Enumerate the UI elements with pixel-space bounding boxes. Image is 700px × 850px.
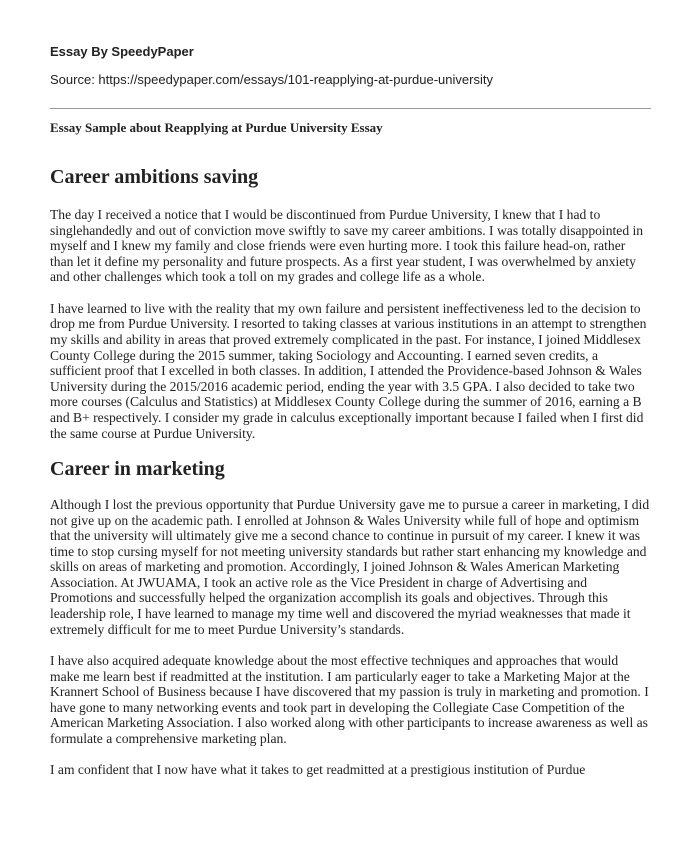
paragraph: I have also acquired adequate knowledge about the most effective techniques and approaches that would make me learn best if readmitted at the institution. I am particularly eager to take a Marketing Major at the Krannert School of Business because I have discovered that my passion is truly in marketing and promotion. I have gone to many networking events and took part in developing the Collegiate Case Competition of the American Marketing Association. I also worked along with other participants to increase awareness as well as formulate a comprehensive marketing plan.: [50, 653, 649, 747]
section-heading-career-ambitions: Career ambitions saving: [50, 166, 259, 188]
paragraph: The day I received a notice that I would be discontinued from Purdue University, I knew that I had to singlehandedly and out of conviction move swiftly to save my career ambitions. I was totally disappointed in myself and I knew my family and close friends were even hurting more. I took this failure head-on, rather than let it define my personality and future prospects. As a first year student, I was overwhelmed by anxiety and other challenges which took a toll on my grades and college life as a whole.: [50, 207, 644, 285]
brand-title: Essay By SpeedyPaper: [50, 44, 194, 59]
paragraph: I have learned to live with the reality that my own failure and persistent ineffectiveness led to the decision to drop me from Purdue University. I resorted to taking classes at various institutions in an attempt to strengthen my skills and ability in areas that proved extremely complicated in the past. For instance, I joined Middlesex County College during the 2015 summer, taking Sociology and Accounting. I earned seven credits, a sufficient proof that I excelled in both classes. In addition, I attended the Providence-based Johnson & Wales University during the 2015/2016 academic period, ending the year with 3.5 GPA. I also decided to take two more courses (Calculus and Statistics) at Middlesex County College during the summer of 2016, earning a B and B+ respectively. I consider my grade in calculus exceptionally important because I failed when I first did the same course at Purdue University.: [50, 300, 647, 441]
header-divider: [50, 108, 651, 109]
essay-subtitle: Essay Sample about Reapplying at Purdue University Essay: [50, 120, 383, 135]
paragraph: I am confident that I now have what it takes to get readmitted at a prestigious institution of Purdue: [50, 762, 586, 778]
source-url[interactable]: Source: https://speedypaper.com/essays/101-reapplying-at-purdue-university: [50, 72, 493, 87]
paragraph: Although I lost the previous opportunity that Purdue University gave me to pursue a career in marketing, I did not give up on the academic path. I enrolled at Johnson & Wales University while full of hope and optimism that the university will ultimately give me a second chance to continue in pursuit of my career. I knew it was time to stop cursing myself for not meeting university standards but rather start enhancing my knowledge and skills on areas of marketing and promotion. Accordingly, I joined Johnson & Wales American Marketing Association. At JWUAMA, I took an active role as the Vice President in charge of Advertising and Promotions and successfully helped the organization accomplish its goals and objectives. Through this leadership role, I have learned to manage my time well and discovered the myriad weaknesses that made it extremely difficult for me to meet Purdue University’s standards.: [50, 496, 650, 637]
section-heading-career-marketing: Career in marketing: [50, 457, 225, 480]
essay-body: [50, 165, 651, 794]
